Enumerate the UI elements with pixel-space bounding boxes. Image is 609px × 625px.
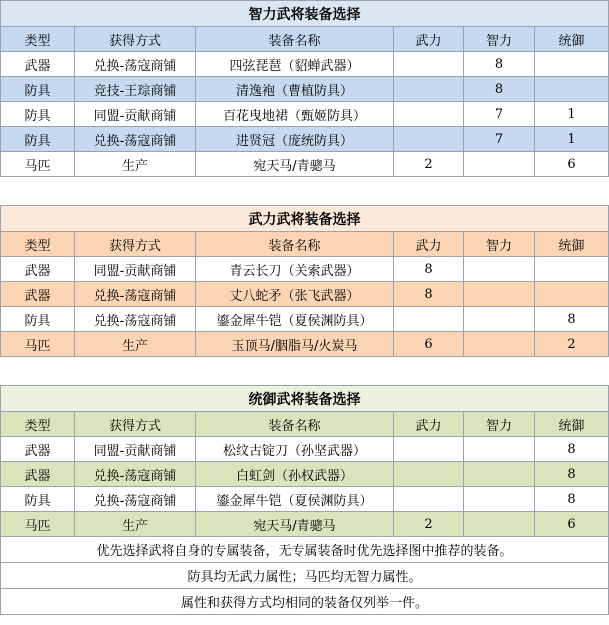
- col-force-cell: [394, 462, 464, 487]
- table-row: [1, 487, 609, 512]
- section-s-blue: [1, 1, 609, 177]
- col-force-header: 武力: [394, 27, 464, 52]
- col-source-header: 获得方式: [75, 27, 196, 52]
- col-intellect-cell: [464, 437, 535, 462]
- col-force-header: 武力: [394, 232, 464, 257]
- col-command-header: 统御: [535, 232, 609, 257]
- col-command-cell: 6: [535, 152, 609, 177]
- col-intellect-cell: [464, 257, 535, 282]
- col-force-cell: [394, 127, 464, 152]
- section-s-green: [1, 386, 609, 537]
- col-source-cell: 生产: [75, 512, 196, 537]
- col-force-cell: [394, 77, 464, 102]
- col-force-cell: 6: [394, 332, 464, 357]
- col-force-cell: [394, 102, 464, 127]
- col-intellect-cell: 7: [464, 127, 535, 152]
- col-intellect-cell: 7: [464, 102, 535, 127]
- col-command-cell: 8: [535, 437, 609, 462]
- col-type-cell: 防具: [1, 127, 75, 152]
- col-type-cell: 马匹: [1, 152, 75, 177]
- col-command-cell: 8: [535, 487, 609, 512]
- section-title: 武力武将装备选择: [1, 206, 609, 232]
- col-command-cell: [535, 257, 609, 282]
- notes: [1, 537, 609, 615]
- table-row: [1, 332, 609, 357]
- col-source-cell: 生产: [75, 332, 196, 357]
- col-intellect-cell: 8: [464, 77, 535, 102]
- col-type-cell: 武器: [1, 52, 75, 77]
- col-command-header: 统御: [535, 27, 609, 52]
- col-item-name-cell: 宛天马/青骢马: [196, 512, 394, 537]
- col-intellect-header: 智力: [464, 27, 535, 52]
- col-source-cell: 兑换-荡寇商铺: [75, 462, 196, 487]
- section-spacer: [1, 357, 609, 386]
- col-source-cell: 同盟-贡献商铺: [75, 437, 196, 462]
- col-item-name-cell: 四弦琵琶（貂蝉武器）: [196, 52, 394, 77]
- header-row: [1, 27, 609, 52]
- col-intellect-cell: [464, 307, 535, 332]
- col-intellect-cell: [464, 487, 535, 512]
- col-type-cell: 防具: [1, 77, 75, 102]
- col-source-cell: 生产: [75, 152, 196, 177]
- col-intellect-header: 智力: [464, 232, 535, 257]
- col-source-cell: 兑换-荡寇商铺: [75, 127, 196, 152]
- section-title: 智力武将装备选择: [1, 1, 609, 27]
- col-type-cell: 武器: [1, 437, 75, 462]
- col-item-name-cell: 百花曳地裙（甄姬防具）: [196, 102, 394, 127]
- col-intellect-cell: [464, 152, 535, 177]
- table-row: [1, 257, 609, 282]
- col-source-cell: 兑换-荡寇商铺: [75, 487, 196, 512]
- note-text: 防具均无武力属性；马匹均无智力属性。: [1, 563, 609, 589]
- col-command-cell: [535, 77, 609, 102]
- col-item-name-header: 装备名称: [196, 232, 394, 257]
- header-row: [1, 232, 609, 257]
- section-spacer: [1, 177, 609, 206]
- col-type-cell: 防具: [1, 307, 75, 332]
- col-command-cell: [535, 282, 609, 307]
- table-row: [1, 52, 609, 77]
- col-item-name-cell: 白虹剑（孙权武器）: [196, 462, 394, 487]
- col-force-header: 武力: [394, 412, 464, 437]
- col-intellect-cell: [464, 462, 535, 487]
- col-item-name-cell: 丈八蛇矛（张飞武器）: [196, 282, 394, 307]
- table-row: [1, 282, 609, 307]
- col-item-name-cell: 松纹古锭刀（孙坚武器）: [196, 437, 394, 462]
- col-intellect-header: 智力: [464, 412, 535, 437]
- col-source-cell: 兑换-荡寇商铺: [75, 307, 196, 332]
- col-intellect-cell: 8: [464, 52, 535, 77]
- note-text: 属性和获得方式均相同的装备仅列举一件。: [1, 589, 609, 615]
- col-intellect-cell: [464, 332, 535, 357]
- col-type-cell: 马匹: [1, 512, 75, 537]
- section-title: 统御武将装备选择: [1, 386, 609, 412]
- section-s-orange: [1, 206, 609, 357]
- col-force-cell: [394, 487, 464, 512]
- col-command-cell: 1: [535, 127, 609, 152]
- table-row: [1, 512, 609, 537]
- table-row: [1, 462, 609, 487]
- col-type-cell: 防具: [1, 102, 75, 127]
- col-item-name-cell: 宛天马/青骢马: [196, 152, 394, 177]
- col-item-name-cell: 玉顶马/胭脂马/火炭马: [196, 332, 394, 357]
- col-item-name-cell: 鎏金犀牛铠（夏侯渊防具）: [196, 307, 394, 332]
- col-type-cell: 武器: [1, 257, 75, 282]
- col-source-cell: 兑换-荡寇商铺: [75, 282, 196, 307]
- table-row: [1, 307, 609, 332]
- col-command-header: 统御: [535, 412, 609, 437]
- col-item-name-cell: 进贤冠（庞统防具）: [196, 127, 394, 152]
- col-type-cell: 武器: [1, 462, 75, 487]
- table-row: [1, 127, 609, 152]
- table-row: [1, 102, 609, 127]
- col-command-cell: [535, 52, 609, 77]
- col-type-cell: 防具: [1, 487, 75, 512]
- col-type-cell: 武器: [1, 282, 75, 307]
- col-source-header: 获得方式: [75, 412, 196, 437]
- col-force-cell: [394, 437, 464, 462]
- col-source-header: 获得方式: [75, 232, 196, 257]
- col-force-cell: 8: [394, 257, 464, 282]
- col-type-header: 类型: [1, 232, 75, 257]
- col-type-header: 类型: [1, 27, 75, 52]
- table-row: [1, 437, 609, 462]
- col-command-cell: 8: [535, 307, 609, 332]
- col-source-cell: 同盟-贡献商铺: [75, 257, 196, 282]
- col-intellect-cell: [464, 282, 535, 307]
- col-source-cell: 竞技-王琮商铺: [75, 77, 196, 102]
- table-row: [1, 77, 609, 102]
- col-source-cell: 同盟-贡献商铺: [75, 102, 196, 127]
- col-command-cell: 1: [535, 102, 609, 127]
- col-force-cell: 8: [394, 282, 464, 307]
- col-force-cell: 2: [394, 512, 464, 537]
- col-command-cell: 6: [535, 512, 609, 537]
- col-item-name-header: 装备名称: [196, 27, 394, 52]
- col-force-cell: 2: [394, 152, 464, 177]
- col-type-cell: 马匹: [1, 332, 75, 357]
- note-text: 优先选择武将自身的专属装备，无专属装备时优先选择图中推荐的装备。: [1, 537, 609, 563]
- col-command-cell: 8: [535, 462, 609, 487]
- col-item-name-cell: 青云长刀（关索武器）: [196, 257, 394, 282]
- col-item-name-header: 装备名称: [196, 412, 394, 437]
- col-item-name-cell: 清逸袍（曹植防具）: [196, 77, 394, 102]
- table-row: [1, 152, 609, 177]
- col-type-header: 类型: [1, 412, 75, 437]
- header-row: [1, 412, 609, 437]
- col-command-cell: 2: [535, 332, 609, 357]
- col-source-cell: 兑换-荡寇商铺: [75, 52, 196, 77]
- col-force-cell: [394, 307, 464, 332]
- col-force-cell: [394, 52, 464, 77]
- col-intellect-cell: [464, 512, 535, 537]
- col-item-name-cell: 鎏金犀牛铠（夏侯渊防具）: [196, 487, 394, 512]
